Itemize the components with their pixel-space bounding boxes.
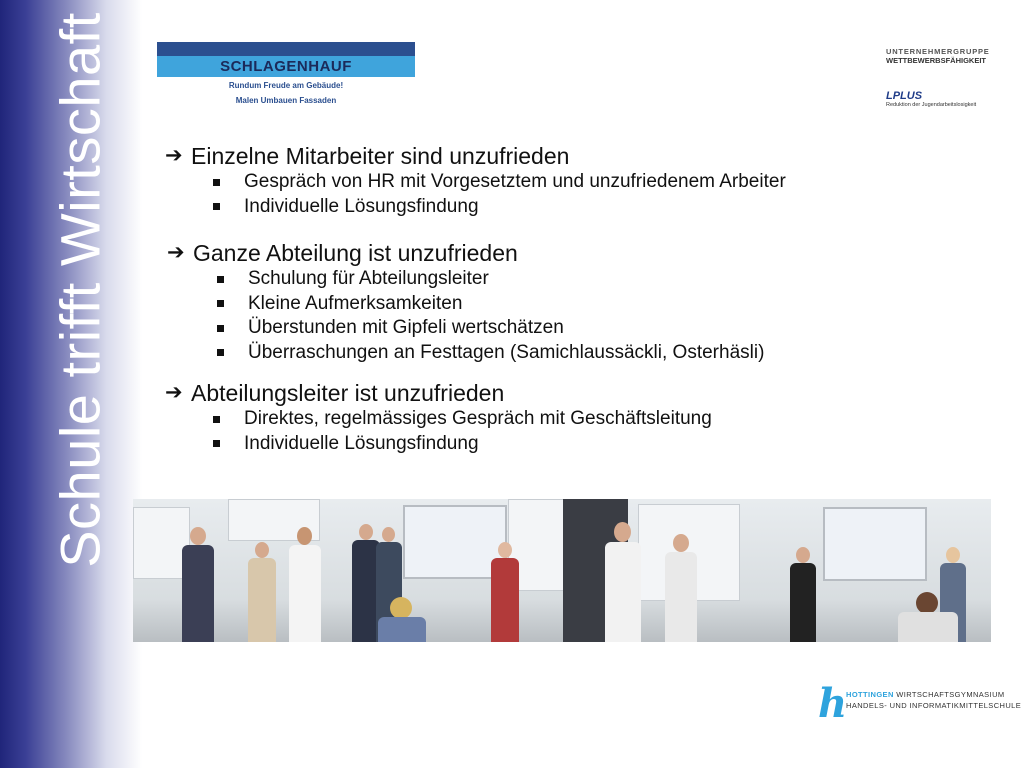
section-ganze-abteilung	[165, 239, 925, 365]
hottingen-logo	[818, 680, 1022, 727]
section-einzelne-mitarbeiter	[165, 142, 925, 219]
hottingen-name: HOTTINGEN	[846, 690, 894, 699]
schlagenhauf-logo	[157, 42, 415, 116]
hottingen-line2: HANDELS- UND INFORMATIKMITTELSCHULE	[846, 701, 1022, 710]
square-bullet-icon	[217, 325, 224, 332]
lplus-subtitle: Reduktion der Jugendarbeitslosigkeit	[886, 102, 977, 108]
schlagenhauf-name: SCHLAGENHAUF	[157, 56, 415, 77]
bullet-text: Individuelle Lösungsfindung	[244, 432, 479, 454]
list-item	[217, 316, 925, 341]
square-bullet-icon	[213, 203, 220, 210]
bullet-text: Überstunden mit Gipfeli wertschätzen	[248, 317, 564, 338]
lplus-brand: LPLUS	[886, 90, 923, 102]
square-bullet-icon	[213, 440, 220, 447]
lplus-logo	[886, 90, 996, 108]
bullet-text: Schulung für Abteilungsleiter	[248, 268, 489, 289]
hottingen-mark: h	[818, 680, 848, 727]
arrow-right-icon: ➔	[167, 241, 185, 264]
bullet-list	[165, 267, 925, 365]
section-heading-text: Abteilungsleiter ist unzufrieden	[191, 380, 505, 406]
square-bullet-icon	[217, 276, 224, 283]
list-item	[217, 267, 925, 292]
list-item	[217, 292, 925, 317]
list-item	[217, 341, 925, 366]
section-heading	[167, 239, 925, 267]
bullet-text: Individuelle Lösungsfindung	[244, 195, 479, 217]
list-item	[213, 407, 925, 432]
ug-line2: WETTBEWERBSFÄHIGKEIT	[886, 56, 986, 65]
square-bullet-icon	[217, 349, 224, 356]
photo-presentation-2	[348, 499, 563, 642]
list-item	[213, 432, 925, 457]
bullet-text: Direktes, regelmässiges Gespräch mit Geschäftsleitung	[244, 408, 712, 429]
square-bullet-icon	[213, 416, 220, 423]
photo-presentation-3	[563, 499, 778, 642]
section-heading-text: Einzelne Mitarbeiter sind unzufrieden	[191, 143, 570, 169]
section-abteilungsleiter	[165, 379, 925, 456]
arrow-right-icon: ➔	[165, 144, 183, 167]
bullet-list	[165, 170, 925, 219]
hottingen-school-type: WIRTSCHAFTSGYMNASIUM	[893, 690, 1005, 699]
section-heading	[165, 142, 925, 170]
schlagenhauf-slogan: Rundum Freude am Gebäude!	[228, 81, 344, 90]
slide-content	[165, 142, 925, 468]
section-heading	[165, 379, 925, 407]
photo-presentation-4	[778, 499, 991, 642]
square-bullet-icon	[217, 300, 224, 307]
photo-strip	[133, 499, 991, 642]
bullet-text: Gespräch von HR mit Vorgesetztem und unzufriedenem Arbeiter	[244, 171, 786, 192]
schlagenhauf-services: Malen Umbauen Fassaden	[235, 96, 337, 105]
list-item	[213, 195, 925, 220]
arrow-right-icon: ➔	[165, 381, 183, 404]
square-bullet-icon	[213, 179, 220, 186]
logo-top-stripe	[157, 42, 415, 56]
section-heading-text: Ganze Abteilung ist unzufrieden	[193, 240, 518, 266]
ug-line1: UNTERNEHMERGRUPPE	[886, 47, 990, 56]
bullet-text: Überraschungen an Festtagen (Samichlaussäckli, Osterhäsli)	[248, 341, 765, 363]
photo-presentation-1	[133, 499, 348, 642]
bullet-list	[165, 407, 925, 456]
side-title: Schule trifft Wirtschaft	[48, 12, 112, 568]
hottingen-line1	[846, 690, 1005, 699]
list-item	[213, 170, 925, 195]
unternehmergruppe-logo	[886, 47, 996, 65]
bullet-text: Kleine Aufmerksamkeiten	[248, 292, 463, 314]
